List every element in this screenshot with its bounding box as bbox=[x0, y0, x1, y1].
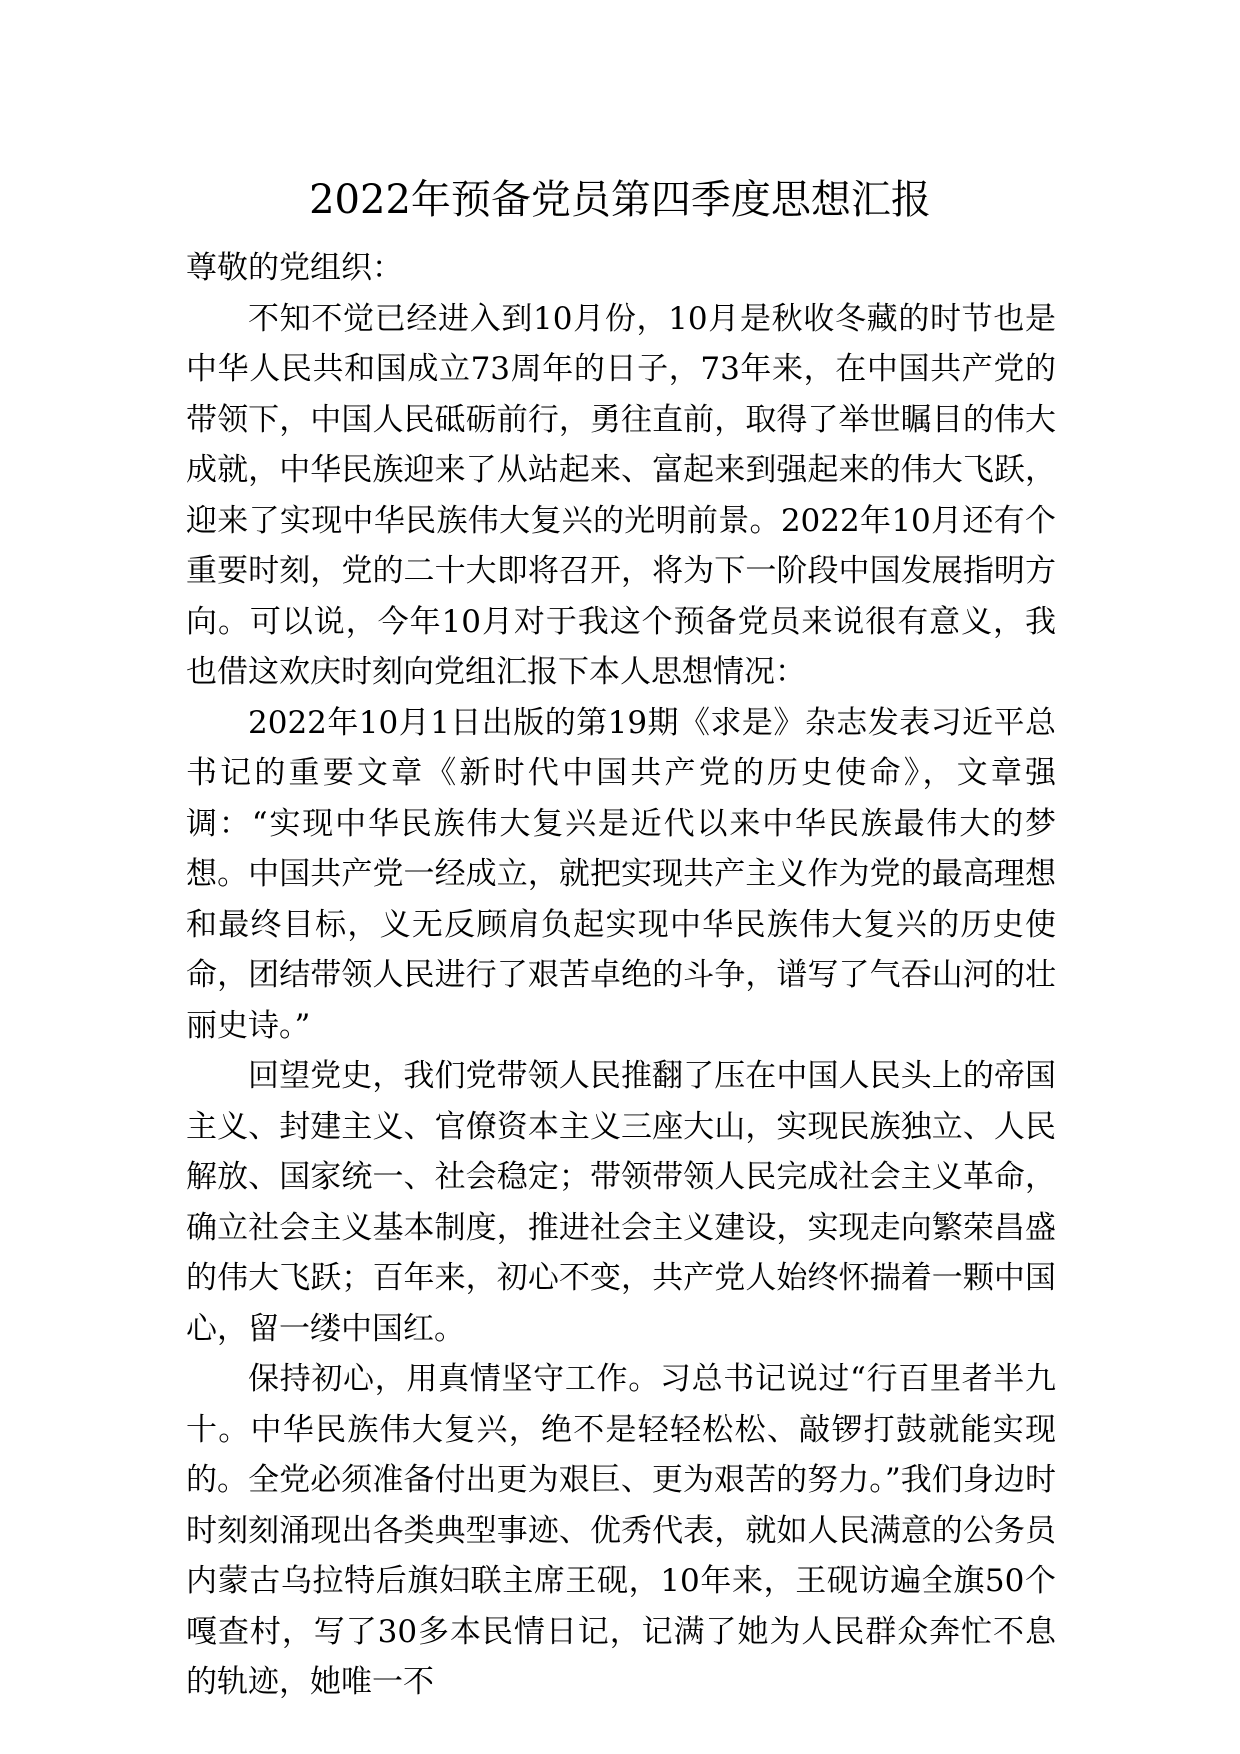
document-title: 2022年预备党员第四季度思想汇报 bbox=[309, 177, 931, 223]
salutation: 尊敬的党组织： bbox=[186, 250, 403, 286]
paragraph-4: 保持初心，用真情坚守工作。习总书记说过“行百里者半九十。中华民族伟大复兴，绝不是轻轻松松、敲锣打鼓就能实现的。全党必须准备付出更为艰巨、更为艰苦的努力。”我们身边时时刻刻涌现出各类典型事迹、优秀代表，就如人民满意的公务员内蒙古乌拉特后旗妇联主席王砚，10年来，王砚访遍全旗50个嘎查村，写了30多本民情日记，记满了她为人民群众奔忙不息的轨迹，她唯一不 bbox=[186, 1361, 1056, 1700]
document-body bbox=[186, 243, 1056, 1708]
paragraph-3: 回望党史，我们党带领人民推翻了压在中国人民头上的帝国主义、封建主义、官僚资本主义三座大山，实现民族独立、人民解放、国家统一、社会稳定；带领带领人民完成社会主义革命，确立社会主义基本制度，推进社会主义建设，实现走向繁荣昌盛的伟大飞跃；百年来，初心不变，共产党人始终怀揣着一颗中国心，留一缕中国红。 bbox=[186, 1058, 1056, 1347]
paragraph-2: 2022年10月1日出版的第19期《求是》杂志发表习近平总书记的重要文章《新时代中国共产党的历史使命》，文章强调：“实现中华民族伟大复兴是近代以来中华民族最伟大的梦想。中国共产党一经成立，就把实现共产主义作为党的最高理想和最终目标，义无反顾肩负起实现中华民族伟大复兴的历史使命，团结带领人民进行了艰苦卓绝的斗争，谱写了气吞山河的壮丽史诗。” bbox=[186, 704, 1056, 1044]
paragraph-1: 不知不觉已经进入到10月份，10月是秋收冬藏的时节也是中华人民共和国成立73周年的日子，73年来，在中国共产党的带领下，中国人民砥砺前行，勇往直前，取得了举世瞩目的伟大成就，中华民族迎来了从站起来、富起来到强起来的伟大飞跃，迎来了实现中华民族伟大复兴的光明前景。2022年10月还有个重要时刻，党的二十大即将召开，将为下一阶段中国发展指明方向。可以说，今年10月对于我这个预备党员来说很有意义，我也借这欢庆时刻向党组汇报下本人思想情况： bbox=[186, 300, 1056, 690]
